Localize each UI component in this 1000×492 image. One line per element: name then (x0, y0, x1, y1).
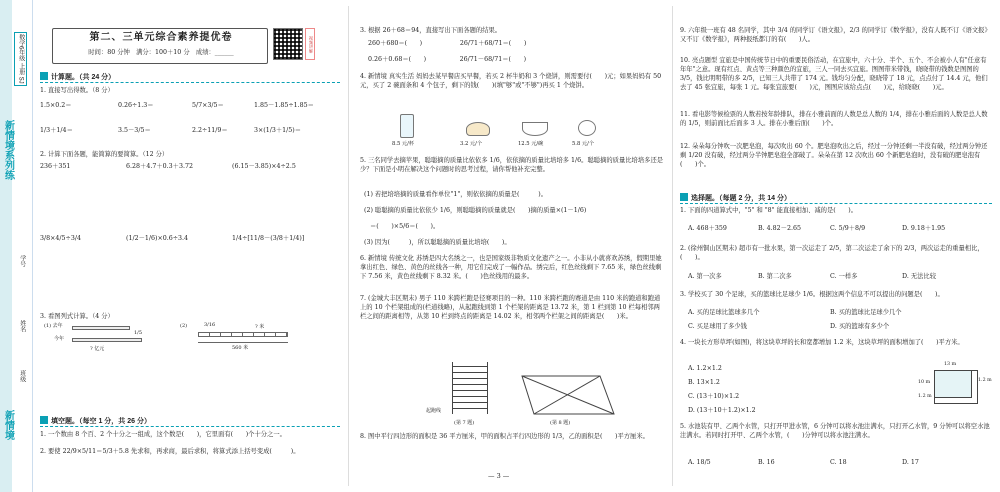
choice-option[interactable]: C. (13＋10)×1.2 (688, 393, 740, 400)
id-label: 学号 (18, 255, 25, 267)
section-rule (680, 203, 992, 204)
calc-item: 1.85－1.85÷1.85＝ (254, 102, 314, 109)
page-number: — 3 — (488, 472, 510, 480)
fig-label: (2) (180, 323, 188, 329)
question-text: 1. 下面的四道算式中，"5" 和 "8" 能直接相加、减的是( )。 (680, 207, 858, 214)
segment-bar (198, 332, 288, 337)
qr-code[interactable] (273, 28, 303, 60)
total-line (198, 342, 288, 343)
calc-item: 3.5－3/5＝ (118, 127, 151, 134)
choice-option[interactable]: D. 9.18＋1.95 (902, 225, 946, 232)
column-divider (672, 6, 673, 486)
fig-label: 560 米 (232, 345, 249, 351)
calc-item: (1/2－1/6)×0.6÷3.4 (126, 235, 189, 242)
question-text: 2. 计算下面各题，能简算的要简算。（12 分） (40, 151, 169, 158)
question-text: 7. (金城大丰区期末) 男子 110 米跨栏跑是径赛项目的一种。110 米跨栏跑的赛道是由 110 米的跑道和跑道上的 10 个栏架组成的(栏道线略)，从起跑线到第 1 个栏架的距离是 13.72 米，第 1 栏到第 10 栏每相邻两栏之间的距离相等，从第 10 栏到终点的距离是 14.02 米，相邻两个栏架之间的距离是( )米。 (360, 295, 661, 321)
binding-spine (0, 0, 33, 492)
choice-option[interactable]: A. 468＋359 (688, 225, 727, 232)
section-marker-icon (40, 72, 48, 80)
fig-label: ? 亿元 (90, 346, 105, 352)
question-text: 12. 朵朵每分钟吹一次肥皂泡，每次吹出 60 个。肥皂泡吹出之后，经过一分钟还剩一半没有破，经过两分钟还剩 1/20 没有破，经过两分半钟肥皂泡全部破了。朵朵在第 12 次吹出 60 个新肥皂泡时，没有破的肥皂泡有( )个。 (680, 143, 988, 169)
brand-label-2: 新情境 (2, 410, 14, 440)
fig-label: 1/5 (134, 330, 143, 336)
calc-item: 1.5×0.2＝ (40, 102, 72, 109)
question-text: 3. 学校买了 30 个足球，买的篮球比足球少 1/6。根据这两个信息不可以提出的问题是( )。 (680, 291, 944, 298)
fig-label: 1.2 m (918, 394, 932, 399)
choice-option[interactable]: C. 18 (830, 459, 847, 466)
question-text: 6. 新情境 传统文化 苏绣是四大名绣之一，也是国家级非物质文化遗产之一。小非从小就喜欢苏绣，假期里她拿出红色、绿色、黄色的丝线各一种，用它们完成了一幅作品。绣完后，红色丝线剩下 7.65 米，绿色丝线剩下 7.56 米，黄色丝线剩下 8.32 米。( )色丝线用的最多。 (360, 255, 662, 281)
calc-item: 2.2÷11/9＝ (192, 127, 228, 134)
fig-label: 1.2 m (978, 378, 992, 383)
question-text: (1) 若把培培摘的质量看作单位"1"，则依依摘的质量是( )。 (364, 191, 548, 198)
choice-option[interactable]: B. 16 (758, 459, 775, 466)
parallelogram-figure (520, 372, 616, 416)
section-rule (40, 426, 340, 427)
fig-label: 3/16 (204, 322, 216, 328)
calc-item: 3×(1/3＋1/5)＝ (254, 127, 302, 134)
fig-caption: (第 8 题) (550, 420, 571, 426)
fig-label: 13 m (944, 362, 957, 367)
calc-item: 236＋351 (40, 163, 71, 170)
milk-cup-icon (400, 114, 414, 138)
section-heading-calc: 计算题。（共 24 分） (40, 72, 115, 81)
question-text: 10. 亮点题型 宜旅是中国传统节日中的重要民俗活动，在宜旅中，六十分、半个、五个、不会被小人有"任意有年年"之意。现有红点、黄点等三种颜色的宜旅，三人一同去买宜旅。图图带米带钱，晓晓带的钱数是图图的 3/5，钱比明明带的多 2/5，已知三人共带了 174 元。钱均匀分配，晓晓带了 18 元，点点付了 14.4 元，他们去了 45 张宜旅，每张 1 元。每张宜旅要( )元，图图应该给点点( )元，给晓晓( )元。 (680, 57, 988, 92)
fig-label: 今年 (54, 336, 65, 342)
choice-option[interactable]: D. 无法比较 (902, 273, 937, 280)
section-marker-icon (680, 193, 688, 201)
question-text: 0.26＋0.68＝( ) 26/71－68/71＝( ) (368, 56, 527, 63)
calc-item: 0.26÷1.3＝ (118, 102, 154, 109)
price-label: 12.5 元/碗 (518, 141, 544, 147)
exam-meta: 时间：80 分钟 满分：100＋10 分 成绩：______ (88, 49, 234, 56)
section-heading-fill: 填空题。（每空 1 分，共 26 分） (40, 416, 151, 425)
choice-option[interactable]: D. 买的篮球有多少个 (830, 323, 890, 330)
fig-label: ? 米 (255, 324, 265, 330)
class-label: 班级 (18, 370, 25, 382)
fig-caption: (第 7 题) (454, 420, 475, 426)
question-text: 1. 直接写出得数。（8 分） (40, 87, 114, 94)
question-text: 5. 三名同学去摘苹果，聪聪摘的质量比依依多 1/6，依依摘的质量比培培多 1/6。聪聪摘的质量比培培多还是少？下面是小明在解决这个问题时的思考过程，请你帮他补充完整。 (360, 157, 664, 174)
question-text: ＝( )×5/6＝( )。 (370, 223, 440, 230)
fig-label: (1) 去年 (44, 323, 63, 329)
calc-item: (6.15－3.85)×4÷2.5 (232, 163, 296, 170)
bun-icon (578, 120, 596, 136)
edition-label: 数学6年级 上册 SJ (14, 32, 27, 86)
question-text: 1. 一个数由 8 个百、2 个十分之一组成，这个数是( )，它里面有( )个十分之一。 (40, 431, 286, 438)
question-text: (3) 因为( )，所以聪聪摘的质量比培培( )。 (364, 239, 511, 246)
section-rule (40, 82, 340, 83)
section-heading-choice: 选择题。（每题 2 分，共 14 分） (680, 193, 791, 202)
choice-option[interactable]: C. 5/9＋8/9 (830, 225, 866, 232)
choice-option[interactable]: A. 18/5 (688, 459, 711, 466)
choice-option[interactable]: B. 第二次多 (758, 273, 792, 280)
price-label: 5.8 元/个 (572, 141, 595, 147)
choice-option[interactable]: C. 一样多 (830, 273, 858, 280)
flatbread-icon (466, 122, 490, 136)
fig-label: 10 m (918, 380, 931, 385)
name-label: 姓名 (18, 320, 25, 332)
choice-option[interactable]: D. (13＋10＋1.2)×1.2 (688, 407, 756, 414)
calc-item: 6.28＋4.7＋0.3＋3.72 (126, 163, 193, 170)
bar-last-year (72, 326, 130, 330)
question-text: 3. 根据 26＋68＝94，直接写出下面各题的结果。 (360, 27, 502, 34)
column-divider (348, 6, 349, 486)
hurdle-track-figure (452, 362, 488, 414)
question-text: 4. 一块长方形草坪(如图)，将这块草坪的长和宽都增加 1.2 米，这块草坪的面积增加了( )平方米。 (680, 339, 964, 346)
question-text: 4. 新情境 真实生活 妈妈去某早餐店买早餐，若买 2 杯牛奶和 3 个烧饼，则需要付( )元；如果妈妈有 50 元，买了 2 碗面条和 4 个包子，剩下的钱( )(填"够"或"不够")再买 1 个烧饼。 (360, 73, 662, 90)
page-title: 第二、三单元综合素养提优卷 (89, 32, 233, 43)
choice-option[interactable]: D. 17 (902, 459, 919, 466)
brand-label: 新情境系列练 (2, 120, 14, 180)
choice-option[interactable]: A. 1.2×1.2 (688, 365, 722, 372)
noodle-bowl-icon (522, 122, 548, 136)
choice-option[interactable]: B. 13×1.2 (688, 379, 720, 386)
fig-label: 起跑线 (426, 408, 442, 414)
question-text: 8. 图中平行四边形的面积是 36 平方厘米，甲的面积占平行四边形的 1/3，乙的面积是( )平方厘米。 (360, 433, 649, 440)
question-text: (2) 聪聪摘的质量比依依少 1/6，则聪聪摘的质量就是( )摘的质量×(1－1/6) (364, 207, 587, 214)
question-text: 11. 看电影等候检票的人数若按年龄排队，排在小雅前面的人数是总人数的 1/4，排在小雅后面的人数是总人数的 1/5，则前面比后面多 3 人。排在小雅后面( )个。 (680, 111, 988, 128)
question-text: 260＋680＝( ) 26/71＋68/71＝( ) (368, 40, 527, 47)
choice-option[interactable]: B. 买的篮球比足球少几个 (830, 309, 902, 316)
question-text: 2. 要使 22/9×5/11＝5/3＋5.8 先求和，再求商，最后求积，将算式添上括号变成( )。 (40, 448, 300, 455)
choice-option[interactable]: C. 买足球用了多少钱 (688, 323, 747, 330)
qr-caption: 视频讲解 (305, 28, 315, 60)
calc-item: 1/4÷[11/8－(3/8＋1/4)] (232, 235, 305, 242)
choice-option[interactable]: A. 第一次多 (688, 273, 722, 280)
price-label: 8.5 元/杯 (392, 141, 415, 147)
bar-this-year (72, 338, 142, 342)
question-text: 3. 看图列式计算。（4 分） (40, 313, 114, 320)
title-box (52, 28, 268, 64)
calc-item: 3/8×4/5÷3/4 (40, 235, 81, 242)
question-text: 5. 水池装有甲、乙两个水管，只打开甲进水管，6 分钟可以将水池注满水，只打开乙水管，9 分钟可以将空水池注满水。若同时打开甲、乙两个水管，( )分钟可以将水池注满水。 (680, 423, 990, 440)
price-label: 3.2 元/个 (460, 141, 483, 147)
calc-item: 1/3＋1/4＝ (40, 127, 73, 134)
choice-option[interactable]: B. 4.82－2.65 (758, 225, 801, 232)
section-marker-icon (40, 416, 48, 424)
lawn-inner (934, 370, 972, 398)
calc-item: 5/7×3/5＝ (192, 102, 224, 109)
choice-option[interactable]: A. 买的足球比篮球多几个 (688, 309, 760, 316)
question-text: 9. 六年级一班有 48 名同学，其中 3/4 的同学订《语文报》，2/3 的同学订《数学报》，没有人既不订《语文报》又不订《数学报》，两种报纸都订的有( )人。 (680, 27, 991, 44)
question-text: 2. (徐州铜山区期末) 超市有一批水果，第一次运走了 2/5，第二次运走了余下的 2/3，两次运走的重量相比，( )。 (680, 245, 984, 262)
